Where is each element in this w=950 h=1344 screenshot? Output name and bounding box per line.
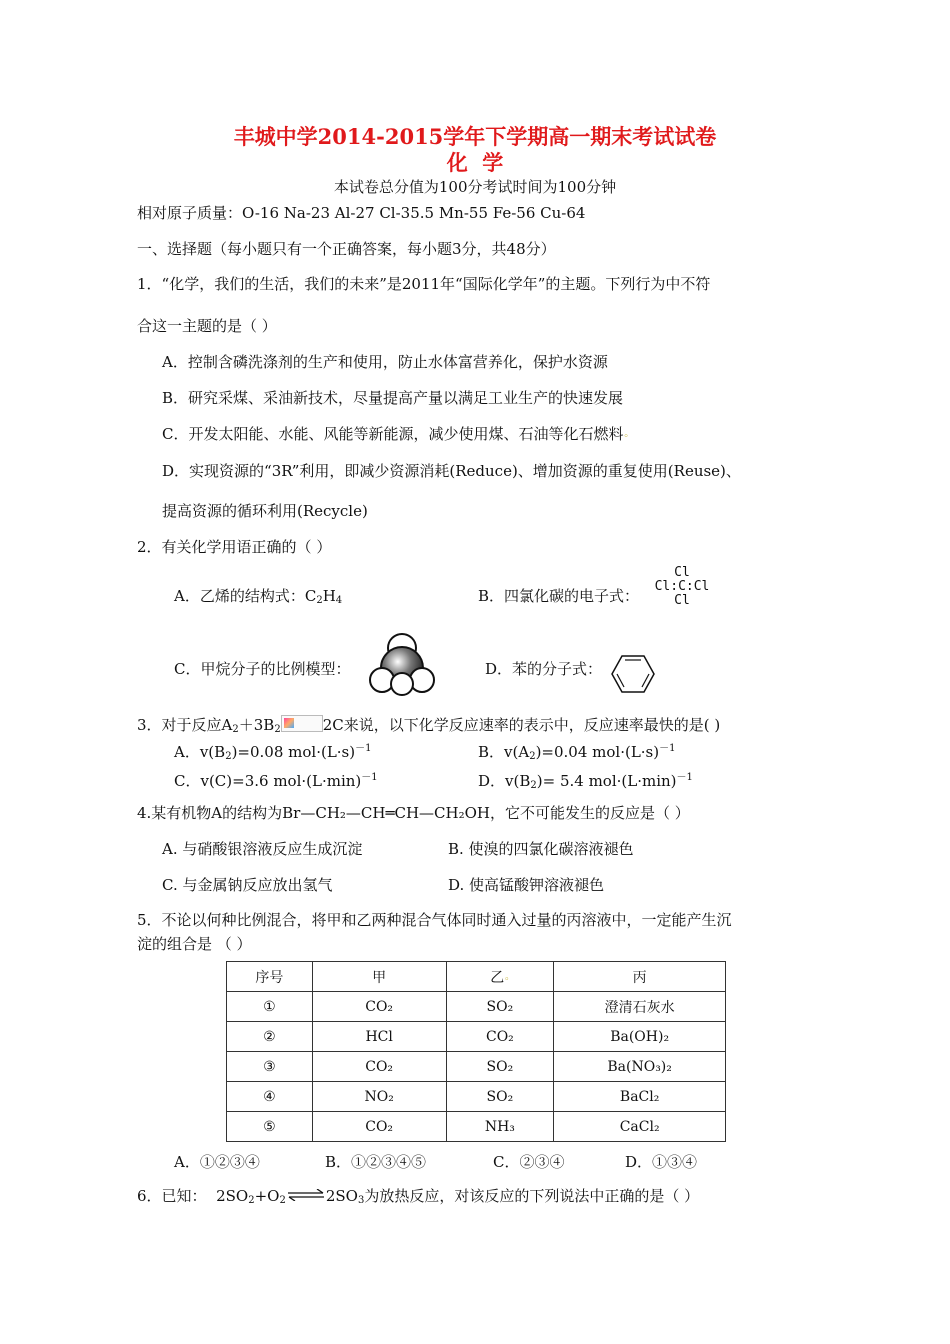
table-cell: HCl — [312, 1022, 446, 1052]
section-heading: 一、选择题（每小题只有一个正确答案，每小题3分，共48分） — [137, 240, 556, 258]
methane-space-filling-model — [368, 630, 436, 696]
table-cell: ③ — [227, 1052, 313, 1082]
ccl4-top-cl: Cl — [674, 565, 690, 580]
table-header-cell: 丙 — [554, 962, 726, 992]
table-cell: CO₂ — [312, 1052, 446, 1082]
table-row — [227, 1082, 726, 1112]
table-cell: CO₂ — [446, 1022, 554, 1052]
table-cell: ④ — [227, 1082, 313, 1112]
table-header-cell: 序号 — [227, 962, 313, 992]
q3-option-c: C．v(C)=3.6 $mol\cdot(L\cdot\min)^{-1}$ — [174, 772, 378, 790]
table-cell: CaCl₂ — [554, 1112, 726, 1142]
table-header-row — [227, 962, 726, 992]
exam-title: 丰城中学2014-2015学年下学期高一期末考试试卷 — [233, 124, 717, 149]
table-cell: SO₂ — [446, 1052, 554, 1082]
table-cell: CO₂ — [312, 992, 446, 1022]
q1-stem-line1: 1．“化学，我们的生活，我们的未来”是2011年“国际化学年”的主题。下列行为中不符 — [137, 275, 711, 293]
q6-stem: 6．已知： $2SO_2+O_2$ $2SO_3$为放热反应，对该反应的下列说法中正确的是（ ） — [137, 1187, 700, 1206]
table-cell: NO₂ — [312, 1082, 446, 1112]
ccl4-electron-formula — [652, 566, 712, 608]
q2-option-d: D．苯的分子式： — [485, 660, 603, 678]
ccl4-bottom-cl: Cl — [674, 593, 690, 608]
q3-stem: 3．对于反应$A_2+3B_2$ 2C来说，以下化学反应速率的表示中，反应速率最快的是( ) — [137, 716, 721, 735]
table-header-cell: 甲 — [312, 962, 446, 992]
q1-option-b: B．研究采煤、采油新技术，尽量提高产量以满足工业生产的快速发展 — [162, 389, 624, 407]
ccl4-middle-row: Cl:C:Cl — [654, 579, 710, 594]
q5-table — [226, 961, 726, 1142]
q1-option-a: A．控制含磷洗涤剂的生产和使用，防止水体富营养化，保护水资源 — [162, 353, 608, 371]
table-cell: NH₃ — [446, 1112, 554, 1142]
q3-option-a: A．$v(B_2)=0.08$ $mol\cdot(L\cdot s)^{-1}$ — [174, 743, 372, 762]
q4-option-c: C. 与金属钠反应放出氢气 — [162, 876, 333, 894]
q5-option-d: D．①③④ — [625, 1153, 698, 1171]
benzene-ring-icon — [610, 653, 656, 695]
table-cell: 澄清石灰水 — [554, 992, 726, 1022]
q1-option-c: C．开发太阳能、水能、风能等新能源，减少使用煤、石油等化石燃料◦ — [162, 425, 629, 443]
q4-option-d: D. 使高锰酸钾溶液褪色 — [448, 876, 605, 894]
table-header-cell: 乙◦ — [446, 962, 554, 992]
q1-stem-line2: 合这一主题的是（ ） — [137, 317, 277, 335]
table-cell: Ba(OH)₂ — [554, 1022, 726, 1052]
q4-stem: 4.某有机物A的结构为Br—CH₂—CH═CH—CH₂OH，它不可能发生的反应是（ ） — [137, 804, 690, 822]
q1-option-d-line2: 提高资源的循环利用(Recycle) — [162, 502, 368, 520]
table-row — [227, 1022, 726, 1052]
q2-option-a: A．乙烯的结构式：$C_2H_4$ — [174, 587, 343, 606]
broken-image-icon — [281, 715, 323, 732]
table-cell: ② — [227, 1022, 313, 1052]
table-cell: Ba(NO₃)₂ — [554, 1052, 726, 1082]
table-cell: SO₂ — [446, 1082, 554, 1112]
table-cell: SO₂ — [446, 992, 554, 1022]
q3-option-b: B．$v(A_2)=0.04$ $mol\cdot(L\cdot s)^{-1}$ — [478, 743, 676, 762]
table-cell: ① — [227, 992, 313, 1022]
table-row — [227, 1052, 726, 1082]
table-cell: BaCl₂ — [554, 1082, 726, 1112]
q5-stem-line2: 淀的组合是 （ ） — [137, 935, 252, 953]
q2-option-b: B．四氯化碳的电子式： — [478, 587, 640, 605]
subject-title: 化 学 — [446, 150, 504, 175]
q2-stem: 2．有关化学用语正确的（ ） — [137, 538, 332, 556]
q4-option-a: A. 与硝酸银溶液反应生成沉淀 — [162, 840, 363, 858]
table-row — [227, 992, 726, 1022]
q5-option-a: A．①②③④ — [174, 1153, 260, 1171]
q5-option-c: C．②③④ — [493, 1153, 565, 1171]
table-cell: CO₂ — [312, 1112, 446, 1142]
q4-option-b: B. 使溴的四氯化碳溶液褪色 — [448, 840, 634, 858]
table-cell: ⑤ — [227, 1112, 313, 1142]
atomic-mass-line: 相对原子质量：O-16 Na-23 Al-27 Cl-35.5 Mn-55 Fe-56 Cu-64 — [137, 204, 586, 222]
table-row — [227, 1112, 726, 1142]
exam-info: 本试卷总分值为100分考试时间为100分钟 — [333, 178, 617, 196]
reversible-arrow-icon — [287, 1189, 325, 1201]
q5-option-b: B．①②③④⑤ — [325, 1153, 427, 1171]
q1-option-d-line1: D．实现资源的“3R”利用，即减少资源消耗(Reduce)、增加资源的重复使用(Reuse)、 — [162, 462, 741, 480]
q3-option-d: D．$v(B_2)= 5.4$ $mol\cdot(L\cdot\min)^{-1}$ — [478, 772, 693, 791]
q2-option-c: C．甲烷分子的比例模型： — [174, 660, 351, 678]
q5-stem-line1: 5．不论以何种比例混合，将甲和乙两种混合气体同时通入过量的丙溶液中，一定能产生沉 — [137, 911, 732, 929]
